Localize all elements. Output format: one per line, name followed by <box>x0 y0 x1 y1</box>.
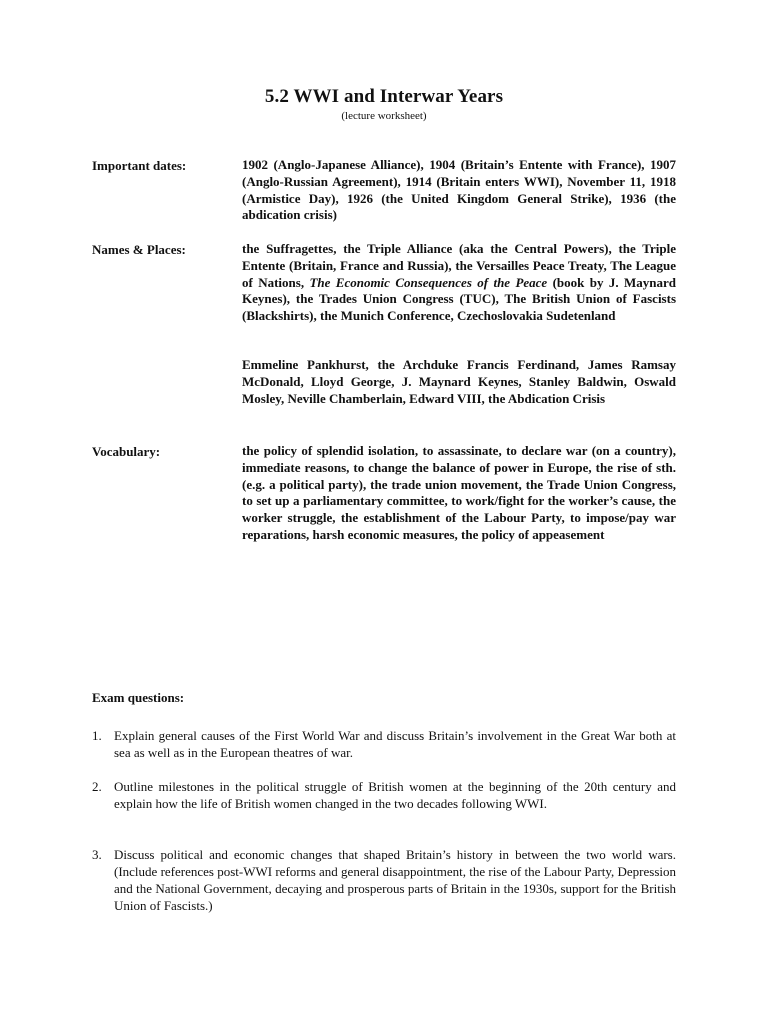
book-title: The Economic Consequences of the Peace <box>309 274 548 290</box>
page-title: 5.2 WWI and Interwar Years <box>264 86 504 107</box>
page-subtitle: (lecture worksheet) <box>341 110 427 122</box>
question-number: 3. <box>92 847 102 862</box>
dates-label: Important dates: <box>92 158 187 173</box>
vocabulary-label: Vocabulary: <box>92 444 161 459</box>
dates-text: 1902 (Anglo-Japanese Alliance), 1904 (Britain’s Entente with France), 1907 (Anglo-Russian Agreement), 1914 (Britain enters WWI), November 11, 1918 (Armistice Day), 1926 (the United Kingdom General Strike), 1936 (the abdication crisis) <box>242 157 676 223</box>
vocabulary-text: the policy of splendid isolation, to assassinate, to declare war (on a country), immediate reasons, to change the balance of power in Europe, the rise of sth. (e.g. a political party), the trade union movement, the Trade Union Congress, to set up a parliamentary committee, to work/fight for the worker’s cause, the worker struggle, the establishment of the Labour Party, to impose/pay war reparations, harsh economic measures, the policy of appeasement <box>242 443 676 542</box>
names-text-part-1: the Suffragettes, the Triple Alliance (aka the Central Powers), the Triple Entente (Britain, France and Russia), the Versailles Peace Treaty, The League of Nations, <box>242 241 676 290</box>
names-text <box>242 241 676 325</box>
question-text: Outline milestones in the political struggle of British women at the beginning of the 20th century and explain how the life of British women changed in the two decades following WWI. <box>114 779 676 811</box>
people-text: Emmeline Pankhurst, the Archduke Francis Ferdinand, James Ramsay McDonald, Lloyd George, J. Maynard Keynes, Stanley Baldwin, Oswald Mosley, Neville Chamberlain, Edward VIII, the Abdication Crisis <box>242 357 676 406</box>
question-text: Explain general causes of the First World War and discuss Britain’s involvement in the Great War both at sea as well as in the European theatres of war. <box>114 728 676 760</box>
question-number: 2. <box>92 779 102 794</box>
exam-heading: Exam questions: <box>92 690 185 705</box>
names-label: Names & Places: <box>92 242 186 257</box>
question-number: 1. <box>92 728 102 743</box>
names-text-part-2: (book by J. Maynard Keynes), the Trades Union Congress (TUC), The British Union of Fascists (Blackshirts), the Munich Conference, Czechoslovakia Sudetenland <box>242 274 676 324</box>
question-text: Discuss political and economic changes that shaped Britain’s history in between the two world wars. (Include references post-WWI reforms and general disappointment, the rise of the Labour Party, Depression and the National Government, decaying and prosperous parts of Britain in the 1930s, support for the British Union of Fascists.) <box>114 847 676 913</box>
